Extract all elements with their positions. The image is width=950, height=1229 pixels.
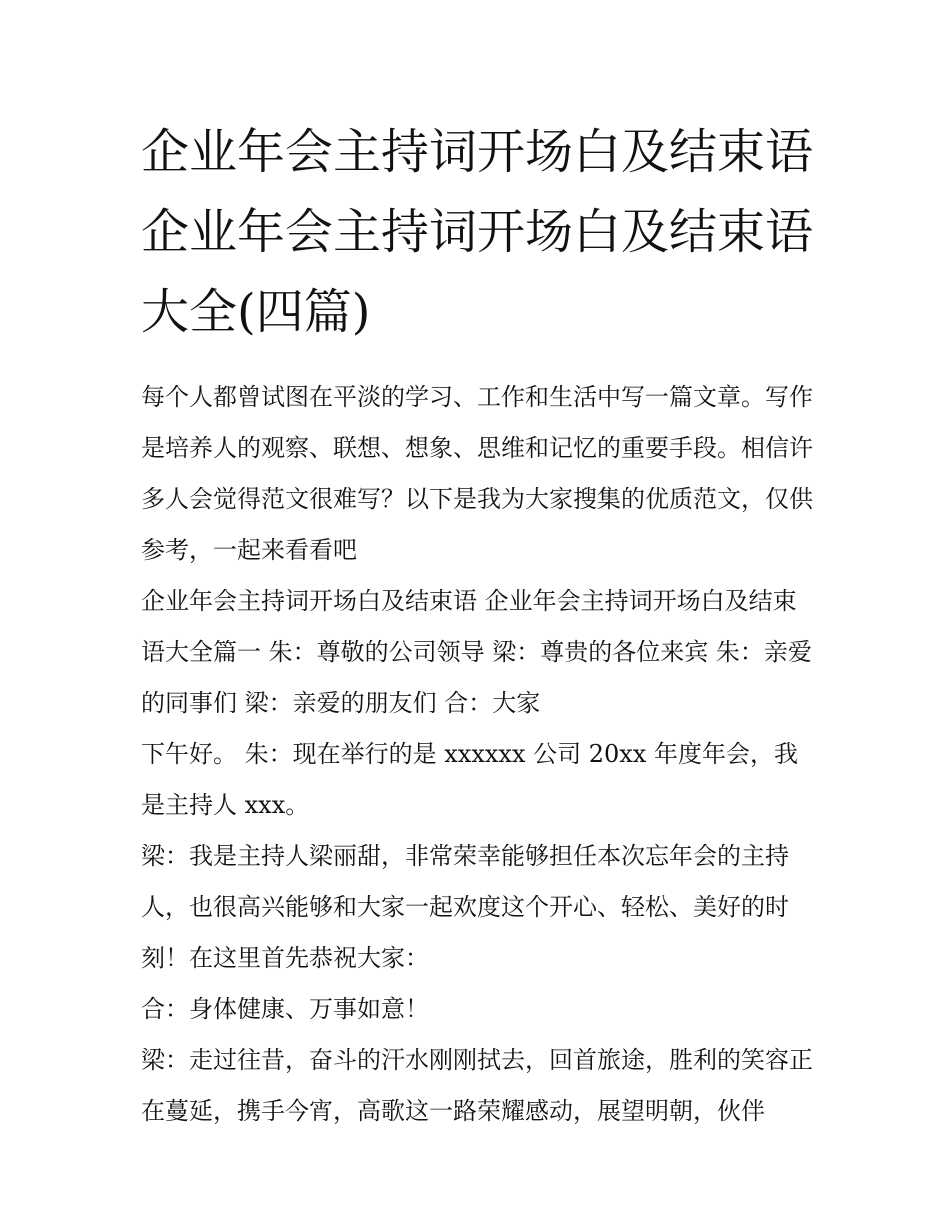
paragraph-host-liang: 梁：我是主持人梁丽甜，非常荣幸能够担任本次忘年会的主持人，也很高兴能够和大家一起欢度这个开心、轻松、美好的时刻！在这里首先恭祝大家： bbox=[141, 842, 789, 972]
paragraph-intro: 每个人都曾试图在平淡的学习、工作和生活中写一篇文章。写作是培养人的观察、联想、想象、思维和记忆的重要手段。相信许多人会觉得范文很难写？以下是我为大家搜集的优质范文，仅供参考，一起来看看吧 bbox=[141, 383, 813, 564]
document-page bbox=[141, 112, 813, 1137]
document-title: 企业年会主持词开场白及结束语 企业年会主持词开场白及结束语大全(四篇) bbox=[141, 124, 814, 340]
paragraph-liang-speech: 梁：走过往昔，奋斗的汗水刚刚拭去，回首旅途，胜利的笑容正在蔓延，携手今宵，高歌这一路荣耀感动，展望明朝，伙伴 bbox=[141, 1046, 813, 1125]
paragraph-opening: 企业年会主持词开场白及结束语 企业年会主持词开场白及结束语大全篇一 朱：尊敬的公司领导 梁：尊贵的各位来宾 朱：亲爱的同事们 梁：亲爱的朋友们 合：大家 bbox=[141, 587, 812, 717]
paragraph-greeting: 下午好。 朱：现在举行的是 xxxxxx 公司 20xx 年度年会，我是主持人 xxx。 bbox=[141, 740, 798, 819]
paragraph-together: 合：身体健康、万事如意！ bbox=[141, 995, 429, 1023]
